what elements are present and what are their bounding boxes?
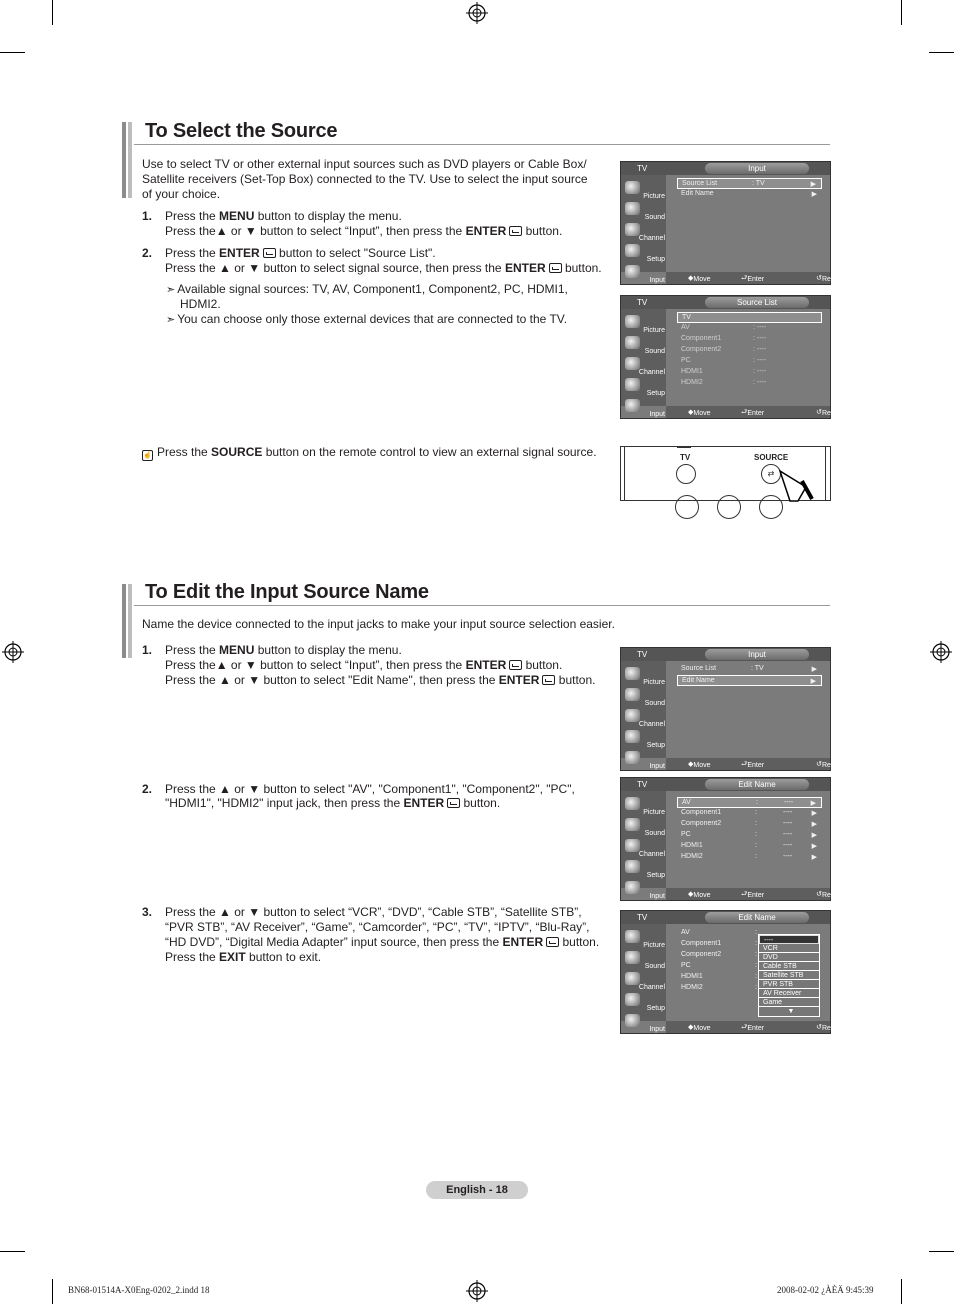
channel-icon bbox=[625, 972, 640, 985]
dropdown-item: VCR bbox=[759, 944, 819, 953]
osd-row: HDMI1 : ---- bbox=[681, 368, 767, 375]
registration-mark-icon bbox=[466, 1280, 488, 1302]
osd-row: TV bbox=[677, 312, 822, 323]
dropdown-item: PVR STB bbox=[759, 980, 819, 989]
channel-icon bbox=[625, 223, 640, 236]
note-line: ➣ You can choose only those external devices that are connected to the TV. bbox=[166, 312, 568, 326]
picture-icon bbox=[625, 667, 640, 680]
intro-line: Use to select TV or other external input sources such as DVD players or Cable Box/ bbox=[142, 157, 587, 171]
remote-source-label: SOURCE bbox=[754, 453, 789, 462]
channel-icon bbox=[625, 839, 640, 852]
osd-row: Component1 : ---- bbox=[681, 335, 767, 342]
section-bar bbox=[128, 584, 132, 658]
remote-note: ☝ Press the SOURCE button on the remote control to view an external signal source. bbox=[143, 445, 597, 459]
osd-tv-label: TV bbox=[637, 164, 648, 173]
osd-source-list: TV Source List Picture Sound Channel Setup Input TV AV : ---- Component1 : ---- Component2 : ---- PC : ---- HDMI1 : ---- HDMI2 : ---- ◆ Move ⮐ Enter ↺ Return bbox=[620, 295, 831, 419]
osd-title: Edit Name bbox=[705, 912, 809, 923]
registration-mark-icon bbox=[930, 641, 952, 663]
date-slug: 2008-02-02 ¿ÀÈÄ 9:45:39 bbox=[777, 1285, 874, 1295]
step-line: Press the▲ or ▼ button to select “Input”, then press the ENTER button. bbox=[165, 658, 563, 672]
picture-icon bbox=[625, 181, 640, 194]
step-line: Press the ▲ or ▼ button to select “VCR”, “DVD”, “Cable STB”, “Satellite STB”, bbox=[165, 905, 582, 919]
osd-row: HDMI1 : bbox=[681, 973, 757, 980]
osd-row: Source List : TV ▶ bbox=[681, 665, 817, 673]
intro-line: of your choice. bbox=[142, 187, 221, 201]
crop-mark bbox=[929, 1251, 954, 1252]
section-title: To Edit the Input Source Name bbox=[145, 581, 429, 603]
step-number: 2. bbox=[142, 246, 153, 260]
name-dropdown-list bbox=[758, 934, 820, 1017]
osd-row: HDMI2 : bbox=[681, 984, 757, 991]
osd-input-menu: TV Input Picture Sound Channel Setup Input Source List : TV ▶ Edit Name ▶ ◆ Move ⮐ Enter ↺ Return bbox=[620, 161, 831, 285]
section-bar bbox=[122, 122, 126, 198]
crop-mark bbox=[901, 0, 902, 25]
registration-mark-icon bbox=[466, 2, 488, 24]
enter-icon bbox=[509, 226, 522, 236]
step-line: Press the ▲ or ▼ button to select signal source, then press the ENTER button. bbox=[165, 261, 602, 275]
osd-row: Component1 : bbox=[681, 940, 757, 947]
step-line: Press the MENU button to display the menu. bbox=[165, 209, 402, 223]
page-number: English - 18 bbox=[426, 1181, 528, 1199]
step-line: Press the ▲ or ▼ button to select "Edit Name", then press the ENTER button. bbox=[165, 673, 596, 687]
input-icon bbox=[625, 881, 640, 894]
osd-row: PC : ---- ▶ bbox=[681, 831, 817, 839]
osd-row: AV : ---- ▶ bbox=[677, 797, 822, 808]
sound-icon bbox=[625, 202, 640, 215]
note-line: HDMI2. bbox=[180, 297, 221, 311]
osd-tv-label: TV bbox=[637, 298, 648, 307]
note-arrow-icon: ➣ bbox=[166, 314, 176, 326]
osd-row: Component1 : ---- ▶ bbox=[681, 809, 817, 817]
osd-row: HDMI1 : ---- ▶ bbox=[681, 842, 817, 850]
osd-edit-name-dropdown: TV Edit Name Picture Sound Channel Setup Input AV : Component1 : Component2 : PC : HDMI1 : HDMI2 : ---- VCR DVD Cable STB Satellite STB PVR STB AV Receiver Game ▼ ◆ Move ⮐ Enter ↺ Return bbox=[620, 910, 831, 1034]
note-line: ➣ Available signal sources: TV, AV, Component1, Component2, PC, HDMI1, bbox=[166, 282, 568, 296]
osd-row: HDMI2 : ---- bbox=[681, 379, 767, 386]
input-icon bbox=[625, 399, 640, 412]
step-number: 3. bbox=[142, 905, 153, 919]
osd-tv-label: TV bbox=[637, 650, 648, 659]
setup-icon bbox=[625, 730, 640, 743]
crop-mark bbox=[0, 1251, 25, 1252]
dropdown-item: DVD bbox=[759, 953, 819, 962]
channel-icon bbox=[625, 357, 640, 370]
note-arrow-icon: ➣ bbox=[166, 284, 176, 296]
sound-icon bbox=[625, 688, 640, 701]
crop-mark bbox=[929, 52, 954, 53]
step-number: 1. bbox=[142, 209, 153, 223]
osd-row: Source List : TV ▶ bbox=[677, 178, 822, 189]
osd-title: Source List bbox=[705, 297, 809, 308]
osd-input-menu: TV Input Picture Sound Channel Setup Input Source List : TV ▶ Edit Name ▶ ◆ Move ⮐ Enter ↺ Return bbox=[620, 647, 831, 771]
enter-icon bbox=[542, 675, 555, 685]
picture-icon bbox=[625, 930, 640, 943]
osd-row: PC : bbox=[681, 962, 757, 969]
section-rule bbox=[134, 144, 830, 145]
osd-row: AV : ---- bbox=[681, 324, 767, 331]
crop-mark bbox=[52, 0, 53, 25]
section-rule bbox=[134, 605, 830, 606]
step-line: Press the MENU button to display the menu. bbox=[165, 643, 402, 657]
dropdown-item: ---- bbox=[759, 935, 819, 944]
crop-mark bbox=[0, 52, 25, 53]
enter-icon bbox=[549, 263, 562, 273]
osd-edit-name: TV Edit Name Picture Sound Channel Setup Input AV : ---- ▶ Component1 : ---- ▶ Component2 : ---- ▶ PC : ---- ▶ HDMI1 : ---- ▶ HDMI2 : ---- ▶ ◆ Move ⮐ Enter ↺ Return bbox=[620, 777, 831, 901]
osd-tv-label: TV bbox=[637, 913, 648, 922]
crop-mark bbox=[901, 1279, 902, 1304]
step-line: “PVR STB”, “AV Receiver”, “Game”, “Camcorder”, “PC”, “TV”, “IPTV”, “Blu-Ray”, bbox=[165, 920, 590, 934]
tv-button bbox=[676, 464, 696, 484]
intro-line: Satellite receivers (Set-Top Box) connected to the TV. Use to select the input source bbox=[142, 172, 588, 186]
channel-icon bbox=[625, 709, 640, 722]
dropdown-item: AV Receiver bbox=[759, 989, 819, 998]
enter-icon bbox=[263, 248, 276, 258]
osd-row: Component2 : ---- bbox=[681, 346, 767, 353]
osd-row: Edit Name ▶ bbox=[681, 190, 817, 198]
picture-icon bbox=[625, 315, 640, 328]
sound-icon bbox=[625, 336, 640, 349]
osd-title: Input bbox=[705, 163, 809, 174]
enter-icon bbox=[509, 660, 522, 670]
step-number: 2. bbox=[142, 782, 153, 796]
step-line: Press the▲ or ▼ button to select “Input”, then press the ENTER button. bbox=[165, 224, 563, 238]
crop-mark bbox=[52, 1279, 53, 1304]
osd-row: PC : ---- bbox=[681, 357, 767, 364]
osd-row: HDMI2 : ---- ▶ bbox=[681, 853, 817, 861]
osd-tv-label: TV bbox=[637, 780, 648, 789]
registration-mark-icon bbox=[2, 641, 24, 663]
input-icon bbox=[625, 265, 640, 278]
dropdown-item: Satellite STB bbox=[759, 971, 819, 980]
osd-row: Component2 : ---- ▶ bbox=[681, 820, 817, 828]
step-line: Press the ENTER button to select "Source List". bbox=[165, 246, 436, 260]
osd-row: Component2 : bbox=[681, 951, 757, 958]
remote-hand-icon: ☝ bbox=[143, 452, 152, 459]
section-title: To Select the Source bbox=[145, 120, 338, 142]
intro-paragraph bbox=[142, 157, 602, 202]
enter-icon bbox=[546, 937, 559, 947]
picture-icon bbox=[625, 797, 640, 810]
source-button: ⇄ bbox=[761, 464, 781, 484]
sound-icon bbox=[625, 818, 640, 831]
setup-icon bbox=[625, 860, 640, 873]
dropdown-scroll-down-icon: ▼ bbox=[787, 1008, 795, 1015]
remote-control-illustration bbox=[620, 446, 831, 501]
osd-title: Input bbox=[705, 649, 809, 660]
setup-icon bbox=[625, 378, 640, 391]
section-bar bbox=[122, 584, 126, 658]
sound-icon bbox=[625, 951, 640, 964]
osd-row: Edit Name ▶ bbox=[677, 675, 822, 686]
step-number: 1. bbox=[142, 643, 153, 657]
intro-paragraph: Name the device connected to the input jacks to make your input source selection easier. bbox=[142, 617, 615, 631]
dropdown-item: Game bbox=[759, 998, 819, 1007]
osd-title: Edit Name bbox=[705, 779, 809, 790]
step-line: "HDMI1", "HDMI2" input jack, then press the ENTER button. bbox=[165, 796, 501, 810]
osd-row: AV : bbox=[681, 929, 757, 936]
step-line: “HD DVD”, “Digital Media Adapter” input source, then press the ENTER button. bbox=[165, 935, 600, 949]
section-bar bbox=[128, 122, 132, 198]
step-line: Press the ▲ or ▼ button to select "AV", "Component1", "Component2", "PC", bbox=[165, 782, 575, 796]
file-slug: BN68-01514A-X0Eng-0202_2.indd 18 bbox=[68, 1285, 210, 1295]
setup-icon bbox=[625, 993, 640, 1006]
enter-icon bbox=[447, 798, 460, 808]
pointing-hand-icon bbox=[776, 467, 816, 503]
step-line: Press the EXIT button to exit. bbox=[165, 950, 322, 964]
input-icon bbox=[625, 1014, 640, 1027]
dropdown-item: Cable STB bbox=[759, 962, 819, 971]
setup-icon bbox=[625, 244, 640, 257]
input-icon bbox=[625, 751, 640, 764]
remote-tv-label: TV bbox=[680, 453, 691, 462]
